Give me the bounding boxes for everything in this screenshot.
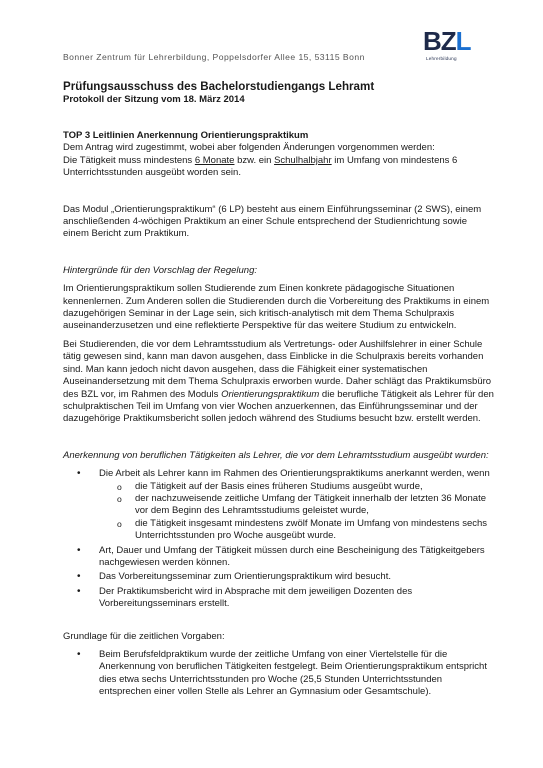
hintergruende-heading: Hintergründe für den Vorschlag der Regelung: bbox=[63, 264, 257, 276]
list-item bbox=[99, 468, 495, 542]
bzl-logo bbox=[423, 26, 483, 67]
hintergruende-p2-a: Bei Studierenden, die vor dem Lehramtsstudium als Vertretungs- oder Aushilfslehrer in einer Schule tätig gewesen sind, kann man davon ausgehen, dass Einblicke in die Schulpraxis bereits vorhanden sind. Man kann jedoch nicht davon ausgehen, dass die Fähigkeit einer systematischen Auseinandersetzung mit dem Thema Schulpraxis erworben wurde. Daher schlägt das Praktikumsbüro des BZL vor, im Rahmen des Moduls bbox=[63, 338, 492, 400]
grundlage-heading: Grundlage für die zeitlichen Vorgaben: bbox=[63, 630, 225, 642]
top3-line2 bbox=[63, 155, 495, 180]
list-item: o die Tätigkeit auf der Basis eines früheren Studiums ausgeübt wurde, bbox=[135, 481, 495, 493]
hintergruende-paragraph-2 bbox=[63, 339, 495, 426]
anerkennung-list bbox=[63, 468, 495, 610]
top3-line2-c: im Umfang von mindestens 6 Unterrichtsstunden ausgeübt worden sein. bbox=[63, 154, 458, 179]
modul-paragraph: Das Modul „Orientierungspraktikum“ (6 LP) besteht aus einem Einführungsseminar (2 SWS), einem anschließenden 4-wöchigen Praktikum an einer Schule entsprechend der Studienrichtung sowie einem Bericht zum Praktikum. bbox=[63, 203, 482, 240]
top3-heading: TOP 3 Leitlinien Anerkennung Orientierungspraktikum bbox=[63, 130, 309, 141]
document-subtitle: Protokoll der Sitzung vom 18. März 2014 bbox=[63, 94, 245, 105]
anerkennung-bullet-1: Die Arbeit als Lehrer kann im Rahmen des Orientierungspraktikums anerkannt werden, wenn bbox=[99, 468, 490, 480]
anerkennung-sublist bbox=[99, 481, 495, 543]
top3-duration: 6 Monate bbox=[194, 154, 235, 166]
list-item: o der nachzuweisende zeitliche Umfang der Tätigkeit innerhalb der letzten 36 Monate vor dem Beginn des Lehramtsstudiums geleistet wurde, bbox=[135, 493, 495, 518]
grundlage-list bbox=[63, 649, 495, 699]
list-item: • Art, Dauer und Umfang der Tätigkeit müssen durch eine Bescheinigung des Tätigkeitgebers nachgewiesen werden können. bbox=[99, 545, 495, 570]
list-item: o die Tätigkeit insgesamt mindestens zwölf Monate im Umfang von mindestens sechs Unterrichtsstunden pro Woche ausgeübt wurde. bbox=[135, 518, 495, 543]
top3-line1: Dem Antrag wird zugestimmt, wobei aber folgenden Änderungen vorgenommen werden: bbox=[63, 142, 435, 154]
document-body bbox=[63, 80, 495, 701]
top3-line2-b: bzw. ein bbox=[234, 154, 275, 166]
logo-wordmark bbox=[423, 28, 471, 54]
list-item: • Das Vorbereitungsseminar zum Orientierungspraktikum wird besucht. bbox=[99, 571, 495, 583]
document-title: Prüfungsausschuss des Bachelorstudiengangs Lehramt bbox=[63, 80, 375, 93]
hintergruende-p2-italic: Orientierungspraktikum bbox=[221, 388, 320, 400]
hintergruende-p2-b: die berufliche Tätigkeit als Lehrer für den schulpraktischen Teil im Umfang von vier Wochen anzuerkennen, das Einführungsseminar und der dazugehörige Praktikumsbericht sollen jedoch während des Studiums besucht bzw. erstellt werden. bbox=[63, 388, 494, 425]
header-address: Bonner Zentrum für Lehrerbildung, Poppelsdorfer Allee 15, 53115 Bonn bbox=[63, 52, 365, 62]
hintergruende-paragraph-1: Im Orientierungspraktikum sollen Studierende zum Einen konkrete pädagogische Situationen kennenlernen. Zum Anderen sollen die Studierenden durch die Vorbereitung des Praktikums in einem dazugehörigen Seminar in der Lage sein, sich kritisch-analytisch mit dem Thema Schulpraxis auseinanderzusetzen und eine reflektierte Perspektive für das weitere Studium zu entwickeln. bbox=[63, 283, 490, 332]
list-item: • Beim Berufsfeldpraktikum wurde der zeitliche Umfang von einer Viertelstelle für die Anerkennung von beruflichen Tätigkeiten festgelegt. Beim Orientierungspraktikum entspricht dies etwa sechs Unterrichtsstunden pro Woche (25,5 Stunden Unterrichtsstunden entsprechen einer vollen Stelle als Lehrer an Gymnasium oder Gesamtschule). bbox=[99, 649, 495, 699]
logo-subtext: Lehrerbildung bbox=[426, 56, 457, 61]
top3-line2-a: Die Tätigkeit muss mindestens bbox=[63, 154, 195, 166]
top3-schulhalbjahr: Schulhalbjahr bbox=[274, 154, 332, 166]
logo-bz: BZ bbox=[423, 26, 456, 56]
list-item: • Der Praktikumsbericht wird in Absprache mit dem jeweiligen Dozenten des Vorbereitungsseminars erstellt. bbox=[99, 586, 495, 611]
logo-l: L bbox=[455, 26, 471, 56]
anerkennung-heading: Anerkennung von beruflichen Tätigkeiten als Lehrer, die vor dem Lehramtsstudium ausgeübt wurden: bbox=[63, 449, 489, 461]
